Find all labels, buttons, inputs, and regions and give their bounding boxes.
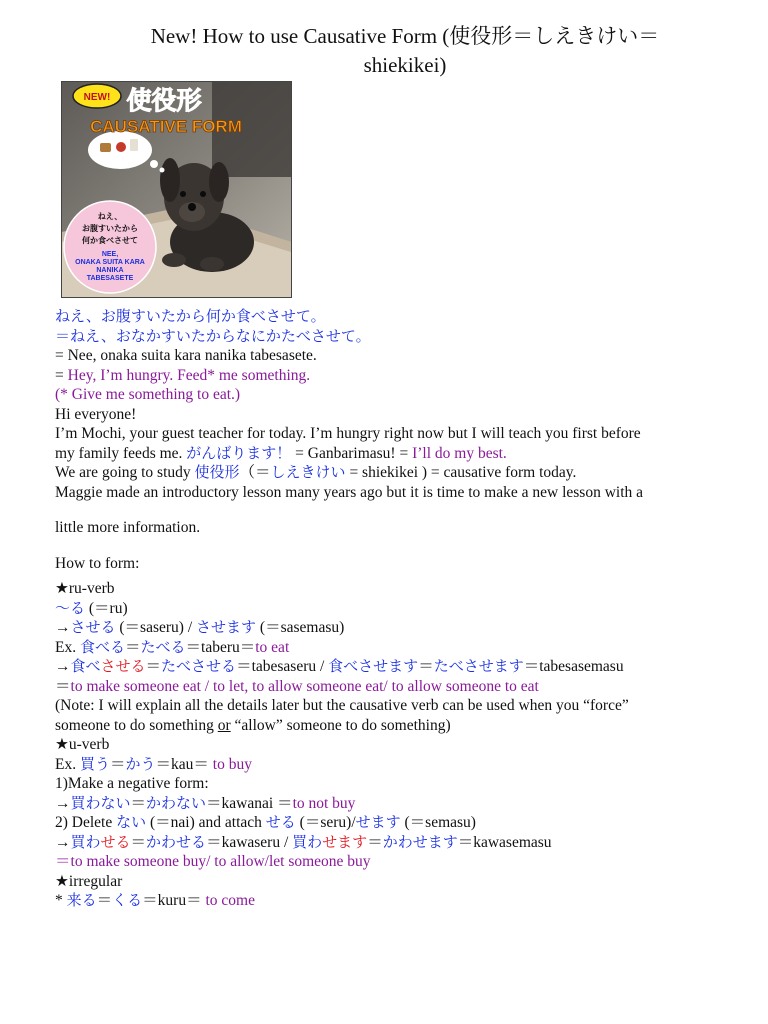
ru-note-1: (Note: I will explain all the details later but the causative verb can be used when you “force” [55,697,629,714]
u-conjugation: →買わせる＝かわせる＝kawaseru / 買わせます＝かわせます＝kawasemasu [55,832,552,851]
u-meaning: ＝to make someone buy/ to allow/let someone buy [55,853,371,870]
paragraph-2: We are going to study 使役形（＝しえきけい = shiekikei ) = causative form today. [55,463,577,481]
irregular-example: * 来る＝くる＝kuru＝ to come [55,891,255,909]
ru-note-2: someone to do something or “allow” someone to do something) [55,716,451,734]
ru-example: Ex. 食べる＝たべる＝taberu＝to eat [55,637,290,656]
intro-jp-kana: ＝ねえ、おなかすいたからなにかたべさせて。 [55,326,371,345]
title-line-2: shiekikei) [363,53,447,77]
bubble-line: 何か食べさせて [82,236,138,245]
bubble-line: NEE, [101,251,119,258]
food-icon [116,142,126,152]
ru-rule: →させる (＝saseru) / させます (＝sasemasu) [55,618,345,636]
cover-image [61,81,292,298]
paragraph-3b: little more information. [55,519,201,536]
badge-text: NEW! [83,92,111,103]
page-title [60,22,750,80]
paragraph-3a: Maggie made an introductory lesson many years ago but it is time to make a new lesson with a [55,483,644,501]
how-to-form-heading: How to form: [55,554,140,572]
intro-note: (* Give me something to eat.) [55,386,241,403]
intro-romaji: = Nee, onaka suita kara nanika tabesasete. [55,347,317,364]
bubble-line: TABESASETE [86,275,134,282]
ru-conjugation: →食べさせる＝たべさせる＝tabesaseru / 食べさせます＝たべさせます＝tabesasemasu [55,657,624,675]
food-icon [130,139,138,151]
food-icon [100,143,111,152]
bubble-line: ねえ、 [97,212,123,221]
intro-english: = Hey, I’m hungry. Feed* me something. [55,366,311,384]
u-negative: →買わない＝かわない＝kawanai ＝to not buy [55,793,356,812]
bubble-line: お腹すいたから [82,224,138,233]
ru-ending: ～る (＝ru) [55,598,128,617]
ru-meaning: ＝to make someone eat / to let, to allow someone eat/ to allow someone to eat [55,677,539,695]
bubble-line: ONAKA SUITA KARA [75,259,145,266]
cover-heading-en: CAUSATIVE FORM [90,117,242,136]
ru-verb-heading: ★ru-verb [55,580,115,597]
cover-heading-jp: 使役形 [126,86,202,115]
lesson-body [55,307,745,911]
intro-jp-kanji: ねえ、お腹すいたから何か食べさせて。 [55,307,326,325]
bubble-line: NANIKA [96,267,124,274]
u-step-2: 2) Delete ない (＝nai) and attach せる (＝seru)/せます (＝semasu) [55,813,476,831]
irregular-heading: ★irregular [55,872,123,890]
u-step-1: 1)Make a negative form: [55,775,209,792]
paragraph-1a: I’m Mochi, your guest teacher for today. I’m hungry right now but I will teach you first before [55,425,641,442]
paragraph-1b: my family feeds me. がんばります！ = Ganbarimasu! = I’ll do my best. [55,443,507,462]
u-example: Ex. 買う＝かう＝kau＝ to buy [55,754,252,773]
title-line-1: New! How to use Causative Form (使役形＝しえきけい＝ [150,24,660,48]
u-verb-heading: ★u-verb [55,736,110,753]
cover-illustration [62,82,291,297]
greeting: Hi everyone! [55,405,137,423]
